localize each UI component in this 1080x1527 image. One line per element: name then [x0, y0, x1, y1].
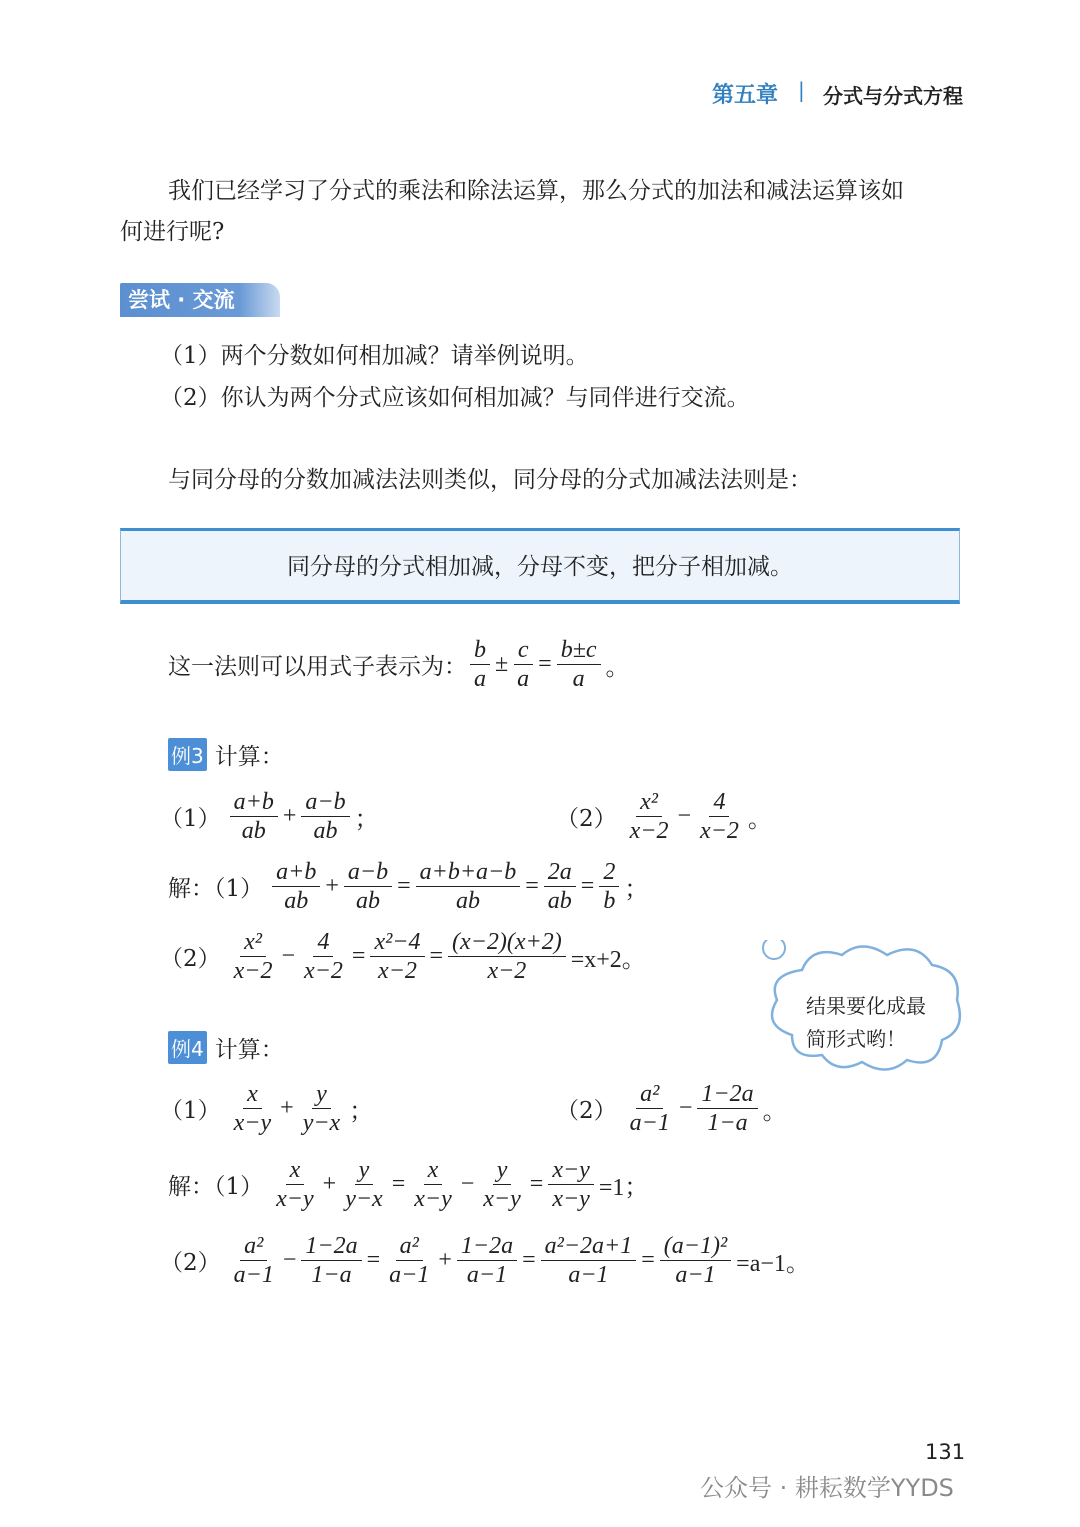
- example-3-title: 计算：: [214, 744, 284, 770]
- chapter-label: 第五章: [712, 83, 779, 108]
- numerator: 4: [313, 928, 333, 957]
- example-3-solution-1: [168, 858, 650, 915]
- math-operator: =: [351, 943, 366, 969]
- denominator: x−2: [700, 818, 739, 844]
- fraction: [344, 858, 392, 915]
- denominator: y−x: [345, 1186, 383, 1212]
- example-3-badge: 例3: [168, 738, 207, 771]
- item-label: （1）: [160, 806, 221, 832]
- numerator: y: [312, 1080, 331, 1109]
- fraction: [272, 1156, 318, 1213]
- math-operator: =: [529, 1171, 544, 1197]
- denominator: b: [603, 888, 616, 914]
- numerator: x²: [636, 788, 662, 817]
- math-operator: −: [282, 1247, 297, 1273]
- fraction: [299, 1080, 345, 1137]
- fraction: [544, 858, 576, 915]
- math-operator: =: [580, 873, 595, 899]
- numerator: y: [355, 1156, 374, 1185]
- example-4-heading: [168, 1031, 284, 1064]
- denominator: x−2: [233, 958, 273, 984]
- fraction: [660, 1232, 731, 1289]
- math-operator: −: [678, 1095, 693, 1121]
- item-label: （2）: [160, 1250, 221, 1276]
- intro-line-2: 何进行呢?: [120, 219, 225, 245]
- example-4-title: 计算：: [214, 1037, 284, 1063]
- denominator: ab: [355, 888, 380, 914]
- numerator: 1−2a: [301, 1232, 361, 1261]
- example-3-question-2: [556, 788, 774, 845]
- rule-box: [120, 528, 960, 604]
- fraction: [272, 858, 320, 915]
- item-label: 解：（1）: [168, 1174, 264, 1200]
- denominator: a−1: [389, 1262, 430, 1288]
- numerator: 1−2a: [697, 1080, 757, 1109]
- cloud-tip: [806, 990, 926, 1056]
- fraction: [385, 1232, 433, 1289]
- denominator: ab: [455, 888, 480, 914]
- math-operator: =: [525, 873, 539, 899]
- numerator: x: [286, 1156, 305, 1185]
- fraction: [541, 1232, 637, 1289]
- example-4-badge: 例4: [168, 1031, 207, 1064]
- numerator: 1−2a: [457, 1232, 517, 1261]
- math-operator: +: [280, 1095, 294, 1121]
- question-2: （2）你认为两个分式应该如何相加减？与同伴进行交流。: [160, 385, 750, 411]
- example-4-question-2: [556, 1080, 789, 1137]
- fraction: [230, 928, 277, 985]
- math-operator: −: [281, 943, 296, 969]
- fraction: [416, 858, 521, 915]
- math-operator: =: [522, 1247, 536, 1273]
- numerator: b: [470, 636, 490, 665]
- item-label: 解：（1）: [168, 876, 264, 902]
- numerator: x²−4: [370, 928, 424, 957]
- denominator: a−1: [675, 1262, 716, 1288]
- math-operator: +: [438, 1247, 452, 1273]
- numerator: (x−2)(x+2): [448, 928, 566, 957]
- chapter-title: 分式与分式方程: [823, 84, 963, 108]
- header-separator: |: [798, 78, 805, 102]
- numerator: a+b+a−b: [416, 858, 521, 887]
- denominator: ab: [241, 818, 266, 844]
- fraction: [457, 1232, 517, 1289]
- fraction: [230, 1232, 278, 1289]
- denominator: a: [517, 666, 530, 692]
- denominator: x−y: [414, 1186, 452, 1212]
- numerator: y: [493, 1156, 512, 1185]
- math-operator: −: [677, 803, 692, 829]
- numerator: a²: [396, 1232, 423, 1261]
- numerator: 2a: [544, 858, 576, 887]
- numerator: b±c: [557, 636, 601, 665]
- item-label: （2）: [556, 1098, 617, 1124]
- fraction: [300, 928, 347, 985]
- fraction: [513, 636, 533, 693]
- fraction: [697, 1080, 757, 1137]
- math-operator: =: [641, 1247, 655, 1273]
- example-4-question-1: [160, 1080, 375, 1137]
- denominator: ab: [313, 818, 338, 844]
- intro-line-1: 我们已经学习了分式的乘法和除法运算，那么分式的加法和减法运算该如: [168, 178, 904, 204]
- denominator: x−y: [276, 1186, 314, 1212]
- denominator: a: [474, 666, 486, 692]
- numerator: 4: [709, 788, 729, 817]
- fraction: [410, 1156, 456, 1213]
- page-number: 131: [925, 1440, 966, 1464]
- denominator: y−x: [302, 1110, 341, 1136]
- math-operator: 。: [762, 1099, 787, 1125]
- fraction: [448, 928, 566, 985]
- numerator: a−b: [301, 788, 349, 817]
- math-operator: =1；: [598, 1175, 649, 1201]
- cloud-line-1: 结果要化成最: [806, 994, 926, 1018]
- denominator: a: [572, 666, 585, 692]
- fraction: [626, 788, 673, 845]
- numerator: x²: [240, 928, 266, 957]
- example-3-solution-2: [160, 928, 648, 985]
- example-4-solution-2: [160, 1232, 812, 1289]
- fraction: [626, 1080, 674, 1137]
- fraction: [557, 636, 601, 693]
- math-operator: =: [391, 1171, 406, 1197]
- numerator: a²: [636, 1080, 663, 1109]
- denominator: x−y: [483, 1186, 521, 1212]
- denominator: a−1: [629, 1110, 670, 1136]
- numerator: c: [514, 636, 533, 665]
- numerator: a²−2a+1: [541, 1232, 637, 1261]
- math-operator: +: [325, 873, 339, 899]
- item-label: （1）: [160, 1098, 221, 1124]
- math-operator: =x+2。: [570, 947, 646, 973]
- math-operator: −: [460, 1171, 475, 1197]
- math-operator: +: [322, 1171, 337, 1197]
- denominator: ab: [547, 888, 572, 914]
- math-operator: =: [429, 943, 444, 969]
- fraction: [230, 1080, 276, 1137]
- denominator: 1−a: [311, 1262, 352, 1288]
- numerator: a+b: [230, 788, 278, 817]
- denominator: x−2: [629, 818, 669, 844]
- cloud-line-2: 简形式哟！: [806, 1027, 906, 1051]
- math-operator: ±: [495, 651, 509, 677]
- lead-text: 与同分母的分数加减法法则类似，同分母的分式加减法法则是：: [168, 467, 812, 493]
- fraction: [548, 1156, 594, 1213]
- numerator: x: [424, 1156, 443, 1185]
- rule-text: 同分母的分式相加减，分母不变，把分子相加减。: [287, 554, 793, 580]
- fraction: [599, 858, 619, 915]
- fraction: [301, 1232, 361, 1289]
- watermark: 公众号 · 耕耘数学YYDS: [700, 1474, 954, 1502]
- fraction: [370, 928, 424, 985]
- math-operator: =a−1。: [736, 1251, 810, 1277]
- fraction: [301, 788, 349, 845]
- denominator: x−y: [552, 1186, 590, 1212]
- section-badge: 尝试 · 交流: [120, 283, 280, 317]
- denominator: ab: [284, 888, 309, 914]
- denominator: a−1: [233, 1262, 274, 1288]
- numerator: 2: [599, 858, 619, 887]
- math-operator: =: [538, 651, 552, 677]
- rule-formula: [467, 636, 632, 693]
- formula-intro: 这一法则可以用式子表示为：: [168, 654, 467, 680]
- math-operator: ；: [354, 807, 379, 833]
- fraction: [479, 1156, 525, 1213]
- math-operator: 。: [605, 655, 630, 681]
- example-3-heading: [168, 738, 284, 771]
- item-label: （2）: [556, 806, 617, 832]
- denominator: a−1: [466, 1262, 508, 1288]
- math-operator: ；: [624, 877, 649, 903]
- numerator: (a−1)²: [660, 1232, 731, 1261]
- denominator: a−1: [568, 1262, 609, 1288]
- question-1: （1）两个分数如何相加减？请举例说明。: [160, 343, 589, 369]
- math-operator: +: [282, 803, 297, 829]
- math-operator: ；: [349, 1099, 374, 1125]
- denominator: x−2: [487, 958, 527, 984]
- example-3-question-1: [160, 788, 381, 845]
- fraction: [470, 636, 490, 693]
- math-operator: =: [397, 873, 411, 899]
- numerator: a+b: [272, 858, 320, 887]
- numerator: a²: [240, 1232, 267, 1261]
- item-label: （2）: [160, 946, 221, 972]
- fraction: [341, 1156, 387, 1213]
- denominator: x−2: [304, 958, 343, 984]
- denominator: x−y: [233, 1110, 272, 1136]
- fraction: [230, 788, 278, 845]
- fraction: [696, 788, 743, 845]
- rule-formula-line: [168, 636, 632, 693]
- math-operator: 。: [747, 807, 772, 833]
- denominator: 1−a: [707, 1110, 748, 1136]
- numerator: x−y: [548, 1156, 594, 1185]
- example-4-solution-1: [168, 1156, 650, 1213]
- denominator: x−2: [378, 958, 417, 984]
- math-operator: =: [366, 1247, 381, 1273]
- numerator: a−b: [344, 858, 392, 887]
- numerator: x: [243, 1080, 262, 1109]
